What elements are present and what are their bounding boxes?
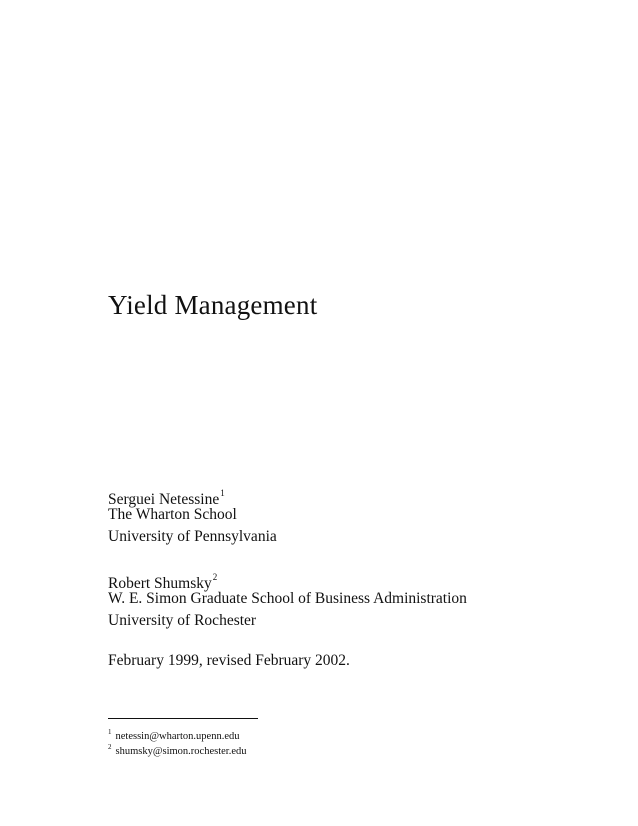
footnote-item xyxy=(108,725,247,740)
author-affiliation: W. E. Simon Graduate School of Business Administration xyxy=(108,590,467,607)
footnote-marker: 2 xyxy=(212,572,218,582)
footnote-divider xyxy=(108,718,258,719)
author-block-shumsky xyxy=(108,566,467,632)
author-affiliation: University of Rochester xyxy=(108,612,257,629)
author-name: Robert Shumsky xyxy=(108,575,212,592)
footnote-email: netessin@wharton.upenn.edu xyxy=(115,731,240,742)
footnote-mark: 1 xyxy=(108,728,112,736)
author-name-line xyxy=(108,482,277,508)
author-block-netessine xyxy=(108,482,277,548)
footnote-email: shumsky@simon.rochester.edu xyxy=(115,746,247,757)
author-name: Serguei Netessine xyxy=(108,491,220,508)
author-name-line xyxy=(108,566,467,592)
footnote-item xyxy=(108,740,247,755)
document-title: Yield Management xyxy=(108,290,318,320)
author-affiliation: University of Pennsylvania xyxy=(108,528,277,545)
footnotes xyxy=(108,725,247,755)
footnote-marker: 1 xyxy=(220,488,225,498)
author-affiliation: The Wharton School xyxy=(108,506,237,523)
footnote-mark: 2 xyxy=(108,743,112,751)
document-date: February 1999, revised February 2002. xyxy=(108,652,350,669)
